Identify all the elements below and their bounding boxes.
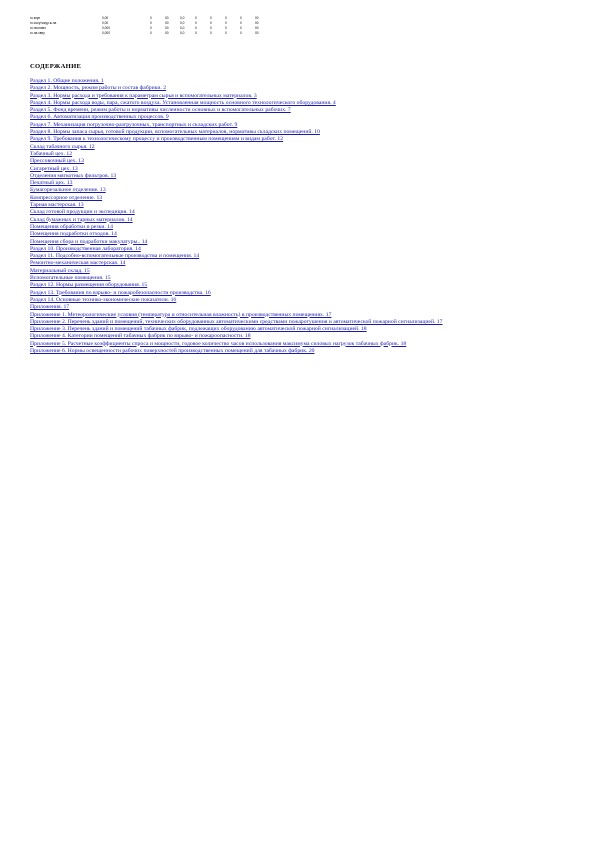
toc-link[interactable]: Раздел 1. Общие положения. 1: [30, 78, 104, 84]
toc-item: [30, 151, 550, 158]
toc-item: [30, 341, 550, 348]
header-table-cell: 00: [165, 26, 169, 30]
toc-item: [30, 173, 550, 180]
header-table-cell: 0: [195, 21, 197, 25]
toc-item: [30, 290, 550, 297]
toc-item: [30, 85, 550, 92]
toc-link[interactable]: Приложение 2. Перечень зданий и помещений, технических оборудованных автоматическими средствами пожаротушения и автоматической пожарной сигнализацией. 17: [30, 318, 443, 325]
header-table-cell: 00: [255, 31, 259, 35]
header-table-cell: 0: [150, 21, 152, 25]
header-table-cell: 00: [255, 21, 259, 25]
header-data-table: [30, 16, 270, 36]
toc-link[interactable]: Раздел 11. Подсобно-вспомогательные производства и помещения. 14: [30, 253, 200, 260]
header-table-cell: ru.кпуп: [30, 16, 41, 20]
header-table-cell: 0: [210, 21, 212, 25]
header-table-cell: 0,000: [102, 26, 110, 30]
header-table-cell: 0: [150, 31, 152, 35]
toc-link[interactable]: Компрессорное отделение. 13: [30, 194, 103, 201]
toc-item: [30, 209, 550, 216]
toc-link[interactable]: Раздел 5. Фонд времени, режим работы и нормативы численности основных и вспомогательных рабочих. 7: [30, 107, 291, 114]
toc-link[interactable]: Помещения сбора и подработки макулатуры.. 14: [30, 238, 148, 245]
toc-item: [30, 319, 550, 326]
toc-link[interactable]: Раздел 2. Мощность, режим работы и состав фабрики. 2: [30, 85, 167, 92]
toc-link[interactable]: Тарная мастерская. 13: [30, 202, 84, 209]
toc-link[interactable]: Материальный склад. 15: [30, 267, 90, 274]
header-table-cell: 0: [210, 16, 212, 20]
toc-link[interactable]: Раздел 12. Нормы размещения оборудования. 15: [30, 282, 148, 289]
toc-link[interactable]: Раздел 3. Нормы расхода и требования к параметрам сырья и вспомогательных материалов. 3: [30, 92, 257, 99]
header-table-cell: ru.сосутсжур.ж.на: [30, 21, 57, 25]
toc-link[interactable]: Раздел 13. Требования по взрыво- и пожаробезопасности производства. 16: [30, 289, 211, 296]
toc-link[interactable]: Приложение 6. Нормы освещенности рабочих поверхностей производственных помещений для табачных фабрик. 20: [30, 347, 315, 354]
header-table-cell: 0: [240, 26, 242, 30]
toc-item: [30, 312, 550, 319]
toc-link[interactable]: Раздел 14. Основные технико-экономические показатели. 16: [30, 296, 177, 303]
toc-item: [30, 333, 550, 340]
toc-link[interactable]: Отделения мягкотных фильтров. 13: [30, 172, 117, 179]
toc-link[interactable]: Раздел 6. Автоматизация производственных процессов. 9: [30, 114, 169, 121]
header-table-cell: 00: [165, 31, 169, 35]
toc-link[interactable]: Приложения. 17: [30, 304, 70, 311]
toc-item: [30, 136, 550, 143]
toc-link[interactable]: Бумагорезальное отделение. 13: [30, 187, 106, 194]
toc-item: [30, 304, 550, 311]
toc-link[interactable]: Приложение 1. Метеорологические условия (температура и относительная влажность) в производственных помещениях. 17: [30, 311, 332, 318]
toc-link[interactable]: Помещения обработки и резки. 14: [30, 223, 113, 230]
header-table-cell: 0: [210, 26, 212, 30]
toc-item: [30, 268, 550, 275]
toc-item: [30, 195, 550, 202]
header-table-cell: 00: [255, 26, 259, 30]
header-table-cell: 0: [225, 21, 227, 25]
toc-item: [30, 217, 550, 224]
header-table-cell: 0: [210, 31, 212, 35]
toc-item: [30, 297, 550, 304]
toc-item: [30, 144, 550, 151]
toc-item: [30, 260, 550, 267]
toc-item: [30, 114, 550, 121]
toc-title: СОДЕРЖАНИЕ: [30, 63, 82, 70]
header-table-cell: 0: [240, 31, 242, 35]
toc-link[interactable]: Склад готовой продукции и экспедиция. 14: [30, 209, 135, 216]
header-table-cell: 0: [195, 31, 197, 35]
toc-link[interactable]: Склад бумажных и тарных материалов. 14: [30, 216, 133, 223]
header-table-cell: 0: [225, 26, 227, 30]
header-table-cell: 00: [165, 16, 169, 20]
header-table-cell: ru.ноопиео: [30, 26, 47, 30]
toc-link[interactable]: Печатный цех. 13: [30, 180, 73, 187]
header-table-cell: 0,00: [102, 21, 109, 25]
toc-link[interactable]: Приложение 5. Расчетные коэффициенты спроса и мощности, годовое количество часов использования максимума силовых нагрузок табачных фабрик. 18: [30, 340, 407, 347]
header-table-cell: 0: [195, 16, 197, 20]
header-table-cell: 0,0: [180, 31, 185, 35]
toc-link[interactable]: Раздел 8. Нормы запаса сырья, готовой продукции, вспомогательных материалов, нормативы складских помещений. 10: [30, 129, 320, 136]
header-table-cell: 0: [195, 26, 197, 30]
toc-link[interactable]: Раздел 4. Нормы расхода воды, пара, сжатого воздуха. Установленная мощность основного технологического оборудования. 4: [30, 99, 336, 106]
header-table-row: [30, 31, 270, 36]
toc-item: [30, 93, 550, 100]
toc-item: [30, 166, 550, 173]
toc-item: [30, 239, 550, 246]
toc-link[interactable]: Помещения подработки отходов. 14: [30, 231, 117, 238]
toc-item: [30, 231, 550, 238]
header-table-cell: 0: [150, 16, 152, 20]
toc-link[interactable]: Вспомогательные помещения. 15: [30, 275, 111, 282]
toc-link[interactable]: Сигаретный цех. 13: [30, 165, 78, 172]
toc-link[interactable]: Прессовочный цех. 13: [30, 158, 84, 165]
toc-item: [30, 348, 550, 355]
header-table-cell: 0,0: [180, 16, 185, 20]
table-of-contents: [30, 78, 550, 355]
toc-item: [30, 282, 550, 289]
header-table-cell: 0,0: [180, 26, 185, 30]
header-table-cell: 00: [255, 16, 259, 20]
header-table-cell: 0: [240, 16, 242, 20]
toc-link[interactable]: Раздел 9. Требования к технологическому процессу и производственным помещениям и видам работ. 12: [30, 136, 284, 143]
header-table-cell: 0: [225, 31, 227, 35]
header-table-cell: 0: [240, 21, 242, 25]
header-table-cell: 00: [165, 21, 169, 25]
toc-link[interactable]: Раздел 7. Механизация погрузочно-разгрузочных, транспортных и складских работ. 9: [30, 121, 238, 128]
toc-link[interactable]: Раздел 10. Производственная лаборатория. 14: [30, 245, 141, 252]
toc-link[interactable]: Склад табачного сырья. 12: [30, 143, 95, 150]
toc-item: [30, 180, 550, 187]
toc-item: [30, 253, 550, 260]
toc-link[interactable]: Ремонтно-механическая мастерская. 14: [30, 260, 126, 267]
toc-link[interactable]: Табачный цех. 12: [30, 150, 73, 157]
header-table-cell: 0,000: [102, 31, 110, 35]
toc-item: [30, 158, 550, 165]
toc-link[interactable]: Приложение 4. Категории помещений табачных фабрик по взрыво- и пожароопасности. 18: [30, 333, 251, 340]
toc-item: [30, 107, 550, 114]
header-table-cell: 0: [150, 26, 152, 30]
header-table-cell: 0,00: [102, 16, 109, 20]
toc-item: [30, 122, 550, 129]
header-table-cell: ru.на.свиу: [30, 31, 45, 35]
toc-link[interactable]: Приложение 3. Перечень зданий и помещений табачных фабрик, подлежащих оборудованию автоматической пожарной сигнализацией. 18: [30, 326, 367, 333]
toc-item: [30, 187, 550, 194]
header-table-cell: 0,0: [180, 21, 185, 25]
header-table-cell: 0: [225, 16, 227, 20]
